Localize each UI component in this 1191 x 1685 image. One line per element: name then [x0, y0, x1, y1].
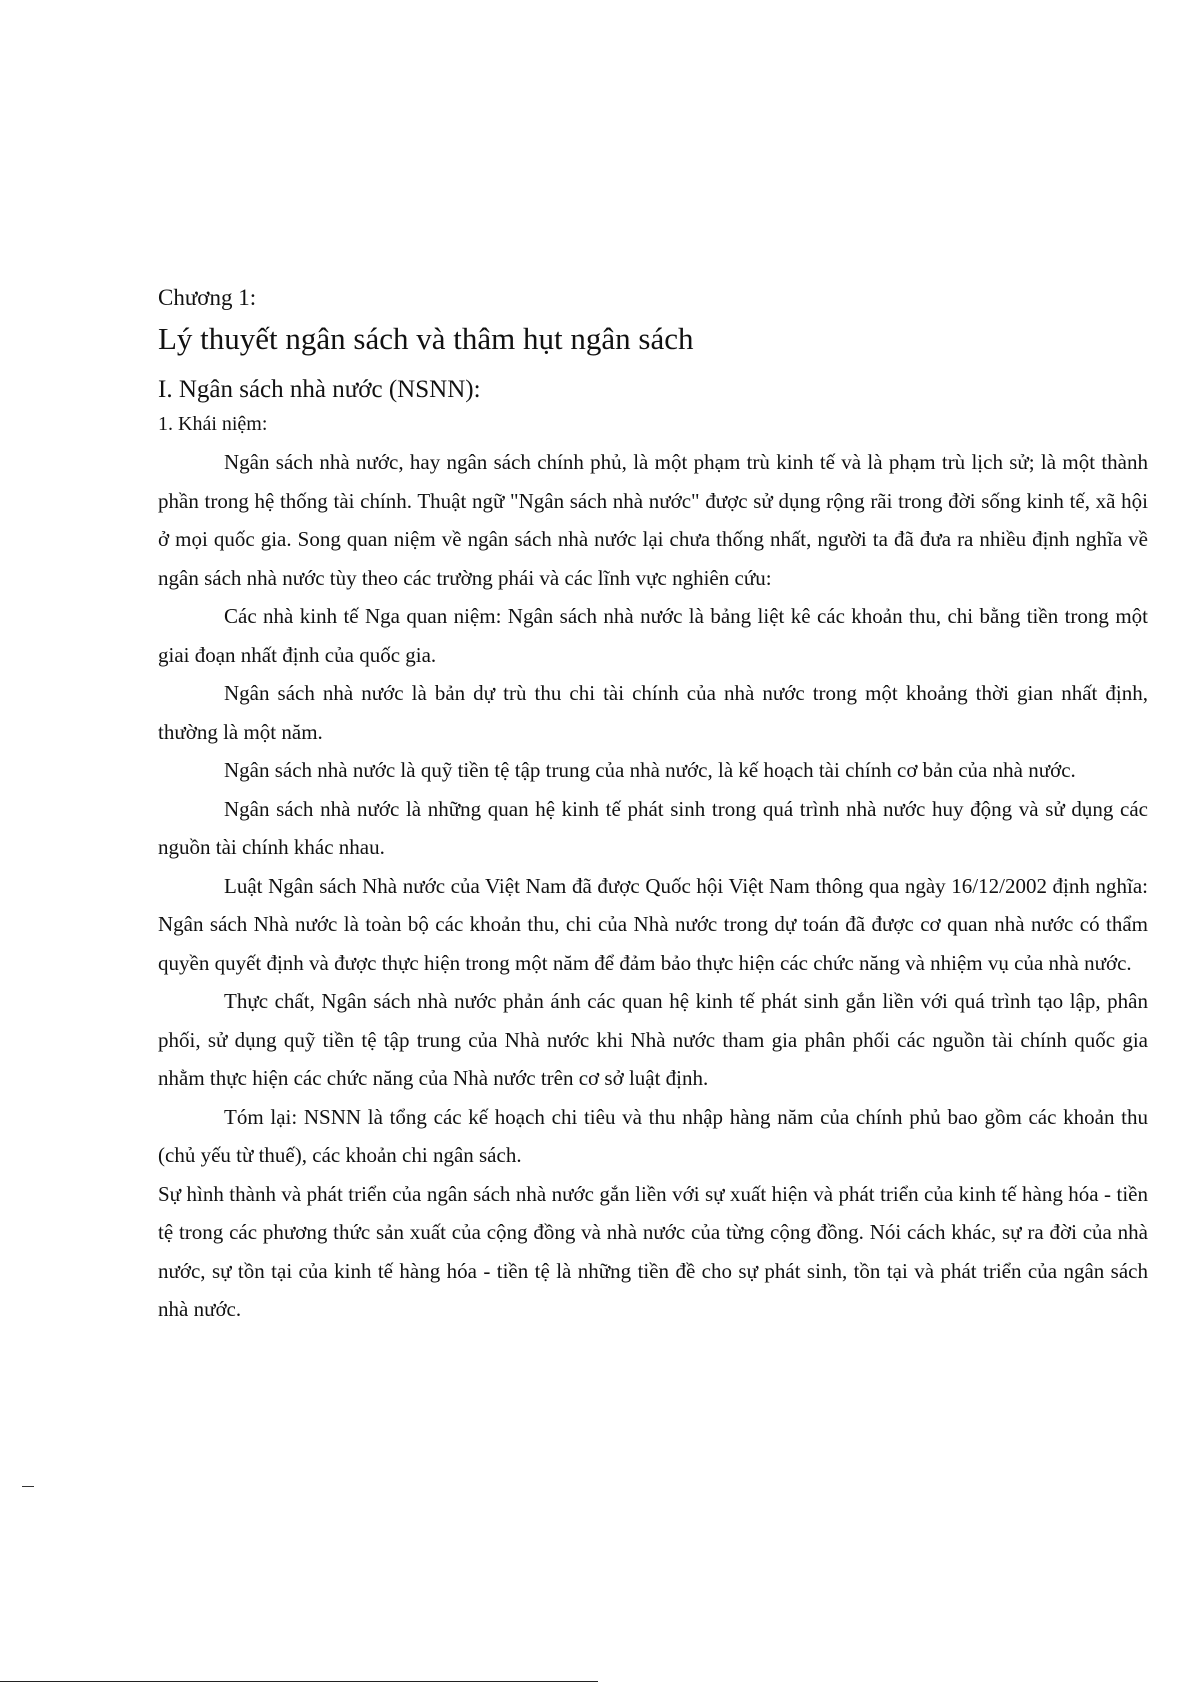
subsection-title: 1. Khái niệm: — [158, 413, 268, 435]
paragraph-summary: Tóm lại: NSNN là tổng các kế hoạch chi tiêu và thu nhập hàng năm của chính phủ bao gồm các khoản thu (chủ yếu từ thuế), các khoản chi ngân sách. — [158, 1104, 1148, 1167]
paragraph-essence: Thực chất, Ngân sách nhà nước phản ánh các quan hệ kinh tế phát sinh gắn liền với quá trình tạo lập, phân phối, sử dụng quỹ tiền tệ tập trung của Nhà nước khi Nhà nước tham gia phân phối các nguồn tài chính quốc gia nhằm thực hiện các chức năng của Nhà nước trên cơ sở luật định. — [158, 989, 1148, 1090]
chapter-label: Chương 1: — [158, 285, 257, 310]
margin-dash — [22, 1486, 34, 1487]
footnote-rule — [0, 1681, 598, 1682]
section-title: I. Ngân sách nhà nước (NSNN): — [158, 376, 481, 403]
paragraph-russian-view: Các nhà kinh tế Nga quan niệm: Ngân sách nhà nước là bảng liệt kê các khoản thu, chi bằng tiền trong một giai đoạn nhất định của quốc gia. — [158, 604, 1148, 667]
chapter-title: Lý thuyết ngân sách và thâm hụt ngân sách — [158, 321, 694, 356]
page-content — [158, 283, 1148, 1329]
paragraph-budget-law: Luật Ngân sách Nhà nước của Việt Nam đã được Quốc hội Việt Nam thông qua ngày 16/12/2002 định nghĩa: Ngân sách Nhà nước là toàn bộ các khoản thu, chi của Nhà nước trong dự toán đã được cơ quan nhà nước có thẩm quyền quyết định và được thực hiện trong một năm để đảm bảo thực hiện các chức năng và nhiệm vụ của nhà nước. — [158, 873, 1148, 975]
paragraph-economic-relations: Ngân sách nhà nước là những quan hệ kinh tế phát sinh trong quá trình nhà nước huy động và sử dụng các nguồn tài chính khác nhau. — [158, 796, 1148, 859]
paragraph-budget-plan: Ngân sách nhà nước là bản dự trù thu chi tài chính của nhà nước trong một khoảng thời gian nhất định, thường là một năm. — [158, 681, 1148, 744]
paragraph-definition-intro: Ngân sách nhà nước, hay ngân sách chính phủ, là một phạm trù kinh tế và là phạm trù lịch sử; là một thành phần trong hệ thống tài chính. Thuật ngữ "Ngân sách nhà nước" được sử dụng rộng rãi trong đời sống kinh tế, xã hội ở mọi quốc gia. Song quan niệm về ngân sách nhà nước lại chưa thống nhất, người ta đã đưa ra nhiều định nghĩa về ngân sách nhà nước tùy theo các trường phái và các lĩnh vực nghiên cứu: — [158, 450, 1148, 590]
paragraph-origin: Sự hình thành và phát triển của ngân sách nhà nước gắn liền với sự xuất hiện và phát triển của kinh tế hàng hóa - tiền tệ trong các phương thức sản xuất của cộng đồng và nhà nước của từng cộng đồng. Nói cách khác, sự ra đời của nhà nước, sự tồn tại của kinh tế hàng hóa - tiền tệ là những tiền đề cho sự phát sinh, tồn tại và phát triển của ngân sách nhà nước. — [158, 1181, 1148, 1321]
paragraph-monetary-fund: Ngân sách nhà nước là quỹ tiền tệ tập trung của nhà nước, là kế hoạch tài chính cơ bản của nhà nước. — [224, 758, 1076, 782]
